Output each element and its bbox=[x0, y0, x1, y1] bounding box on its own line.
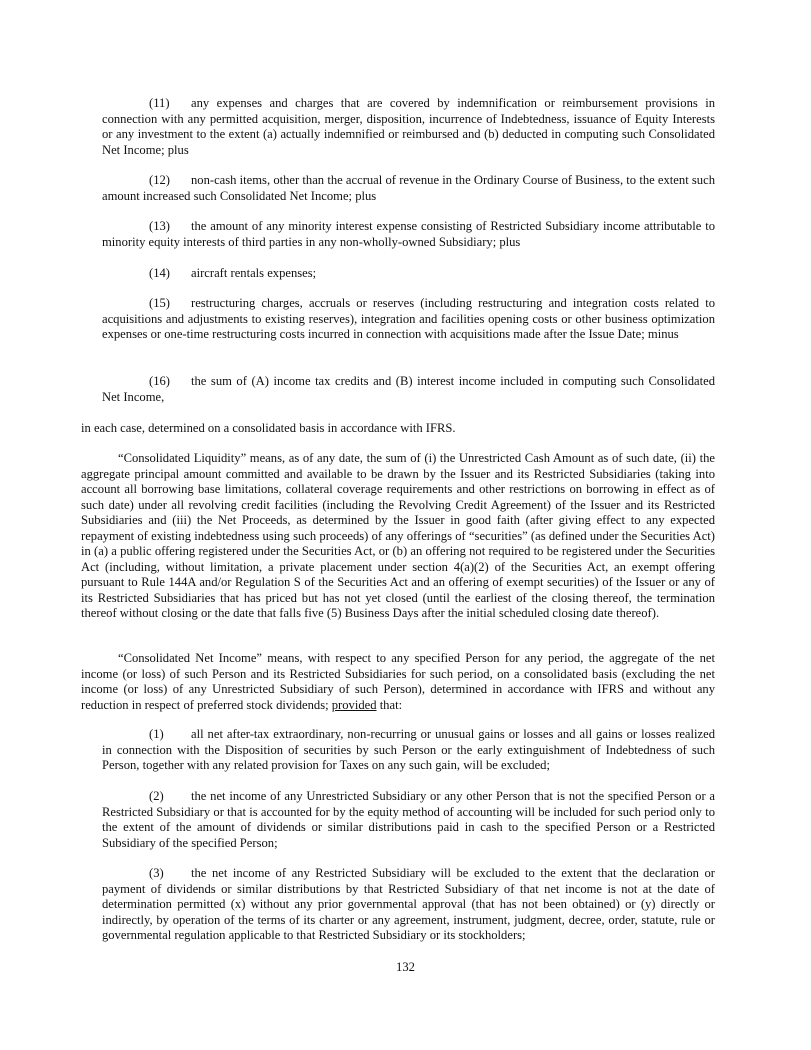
definition-lead: “Consolidated Net Income” means, with respect to any specified Person for any period, the aggregate of the net income (or loss) of such Person and its Restricted Subsidiaries for such period, on a consolidated basis (excluding the net income (or loss) of any Unrestricted Subsidiary of such Person), determined in accordance with IFRS and without any reduction in respect of preferred stock dividends; bbox=[81, 651, 715, 712]
item-text: the net income of any Restricted Subsidiary will be excluded to the extent that the declaration or payment of dividends or similar distributions by that Restricted Subsidiary of that net income is not at the date of determination permitted (x) without any prior governmental approval (that has not been obtained) or (y) directly or indirectly, by operation of the terms of its charter or any agreement, instrument, judgment, decree, order, statute, rule or governmental regulation applicable to that Restricted Subsidiary or its stockholders; bbox=[102, 866, 715, 942]
page-number: 132 bbox=[396, 960, 415, 974]
item-number: (2) bbox=[149, 789, 164, 803]
list-item-15 bbox=[102, 296, 715, 343]
item-text: the amount of any minority interest expense consisting of Restricted Subsidiary income attributable to minority equity interests of third parties in any non-wholly-owned Subsidiary; plus bbox=[102, 219, 715, 249]
item-text: aircraft rentals expenses; bbox=[191, 266, 317, 280]
item-number: (1) bbox=[149, 727, 164, 741]
proviso-word: provided bbox=[331, 697, 377, 712]
list-item-3 bbox=[102, 866, 715, 944]
item-number: (13) bbox=[149, 219, 170, 233]
list-item-11 bbox=[102, 96, 715, 158]
item-number: (15) bbox=[149, 296, 170, 310]
list-item-14 bbox=[102, 266, 715, 282]
list-item-2 bbox=[102, 789, 715, 851]
item-text: restructuring charges, accruals or reserves (including restructuring and integration costs related to acquisitions and adjustments to existing reserves), integration and facilities opening costs or other business optimization expenses or one-time restructuring costs incurred in connection with acquisitions made after the Issue Date; minus bbox=[102, 296, 715, 341]
item-text: all net after-tax extraordinary, non-recurring or unusual gains or losses and all gains or losses realized in connection with the Disposition of securities by such Person or the early extinguishment of Indebtedness of such Person, together with any related provision for Taxes on any such gain, will be excluded; bbox=[102, 727, 715, 772]
item-number: (14) bbox=[149, 266, 170, 280]
list-item-1 bbox=[102, 727, 715, 774]
item-number: (16) bbox=[149, 374, 170, 388]
item-text: non-cash items, other than the accrual of revenue in the Ordinary Course of Business, to the extent such amount increased such Consolidated Net Income; plus bbox=[102, 173, 715, 203]
closing-line: in each case, determined on a consolidated basis in accordance with IFRS. bbox=[81, 421, 456, 435]
item-number: (12) bbox=[149, 173, 170, 187]
definition-consolidated-net-income bbox=[81, 651, 715, 713]
proviso-tail: that: bbox=[379, 697, 403, 712]
item-text: any expenses and charges that are covered by indemnification or reimbursement provisions in connection with any permitted acquisition, merger, disposition, incurrence of Indebtedness, issuance of Equity Interests or any investment to the extent (a) actually indemnified or reimbursed and (b) deducted in computing such Consolidated Net Income; plus bbox=[102, 96, 715, 157]
item-text: the net income of any Unrestricted Subsidiary or any other Person that is not the specified Person or a Restricted Subsidiary or that is accounted for by the equity method of accounting will be included for such period only to the extent of the amount of dividends or similar distributions paid in cash to the specified Person or a Restricted Subsidiary of the specified Person; bbox=[102, 789, 715, 850]
definition-consolidated-liquidity: “Consolidated Liquidity” means, as of any date, the sum of (i) the Unrestricted Cash Amount as of such date, (ii) the aggregate principal amount committed and available to be drawn by the Issuer and its Restricted Subsidiaries (taking into account all borrowing base limitations, collateral coverage requirements and other restrictions on borrowing in effect as of such date) under all revolving credit facilities (including the Revolving Credit Agreement) of the Issuer and its Restricted Subsidiaries and (iii) the Net Proceeds, as determined by the Issuer in good faith (after giving effect to any expected repayment of existing indebtedness using such proceeds) of any offerings of “securities” (as defined under the Securities Act) in (a) a public offering registered under the Securities Act, or (b) an offering not required to be registered under the Securities Act (including, without limitation, a private placement under section 4(a)(2) of the Securities Act, an exempt offering pursuant to Rule 144A and/or Regulation S of the Securities Act and an offering of exempt securities) of the Issuer or any of its Restricted Subsidiaries that has priced but has not yet closed (until the earliest of the closing thereof, the termination thereof without closing or the date that falls five (5) Business Days after the initial scheduled closing date thereof). bbox=[81, 451, 715, 620]
item-text: the sum of (A) income tax credits and (B) interest income included in computing such Consolidated Net Income, bbox=[102, 374, 715, 404]
list-item-16 bbox=[102, 374, 715, 405]
list-item-12 bbox=[102, 173, 715, 204]
item-number: (3) bbox=[149, 866, 164, 880]
list-item-13 bbox=[102, 219, 715, 250]
item-number: (11) bbox=[149, 96, 170, 110]
